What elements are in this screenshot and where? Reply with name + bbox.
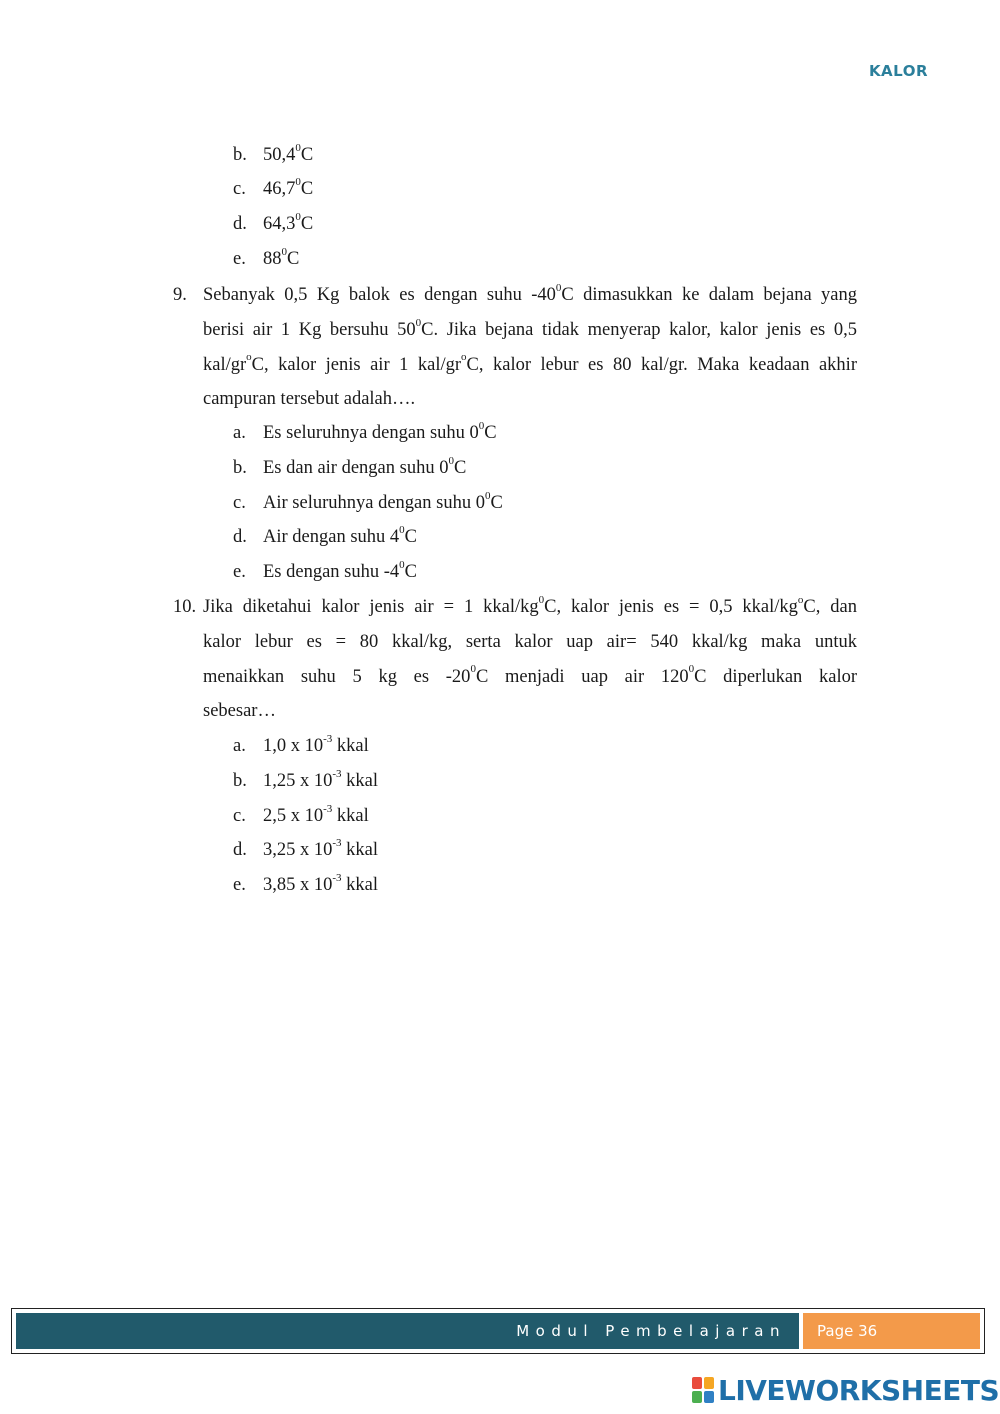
q10-option-b: b. 1,25 x $10^{-3}$ kkal [233,767,379,791]
liveworksheets-text: LIVEWORKSHEETS [718,1373,1000,1407]
liveworksheets-logo-icon [692,1377,714,1403]
q9-option-d: d. Air dengan suhu $4^0C$ [233,523,418,547]
footer-module-label: Modul Pembelajaran [516,1322,786,1340]
q10-option-a: a. 1,0 x $10^{-3}$ kkal [233,732,369,756]
q9-option-e: e. Es dengan suhu $-4^0C$ [233,558,418,582]
q10-option-c: c. 2,5 x $10^{-3}$ kkal [233,802,369,826]
q9-option-a: a. Es seluruhnya dengan suhu $0^0C$ [233,419,497,443]
q8-option-b: b. 50,4$^0$C [233,141,314,165]
q10-option-d: d. 3,25 x $10^{-3}$ kkal [233,836,379,860]
q8-option-c: c. 46,7$^0$C [233,175,314,199]
q10-text: Jika diketahui kalor jenis air = 1 kkal/$kg^0C$, kalor jenis es = 0,5 kkal/$kg^oC$, dan kalor lebur es = 80 kkal/kg, serta kalor uap air= 540 kkal/kg maka untuk menaikkan suhu 5 kg es $-20^0C$ menjadi uap air $120^0C$ diperlukan kalor sebesar… [203,593,858,722]
q10-number: 10. [173,597,197,617]
q9-option-b: b. Es dan air dengan suhu $0^0C$ [233,454,467,478]
q9-text: Sebanyak 0,5 Kg balok es dengan suhu $-40^0C$ dimasukkan ke dalam bejana yang berisi air 1 Kg bersuhu $50^0C$. Jika bejana tidak menyerap kalor, kalor jenis es 0,5 kal/$gr^oC$, kalor jenis air 1 kal/$gr^oC$, kalor lebur es 80 kal/gr. Maka keadaan akhir campuran tersebut adalah…. [203,281,858,410]
header-title: KALOR [868,62,928,80]
q9-number: 9. [173,285,187,305]
q8-option-e: e. $88^0C$ [233,245,300,269]
footer-page-number: Page 36 [803,1313,980,1349]
q10-option-e: e. 3,85 x $10^{-3}$ kkal [233,871,379,895]
q8-option-d: d. 64,3$^0$C [233,210,314,234]
q9-option-c: c. Air seluruhnya dengan suhu $0^0C$ [233,489,503,513]
liveworksheets-watermark [692,1373,999,1407]
